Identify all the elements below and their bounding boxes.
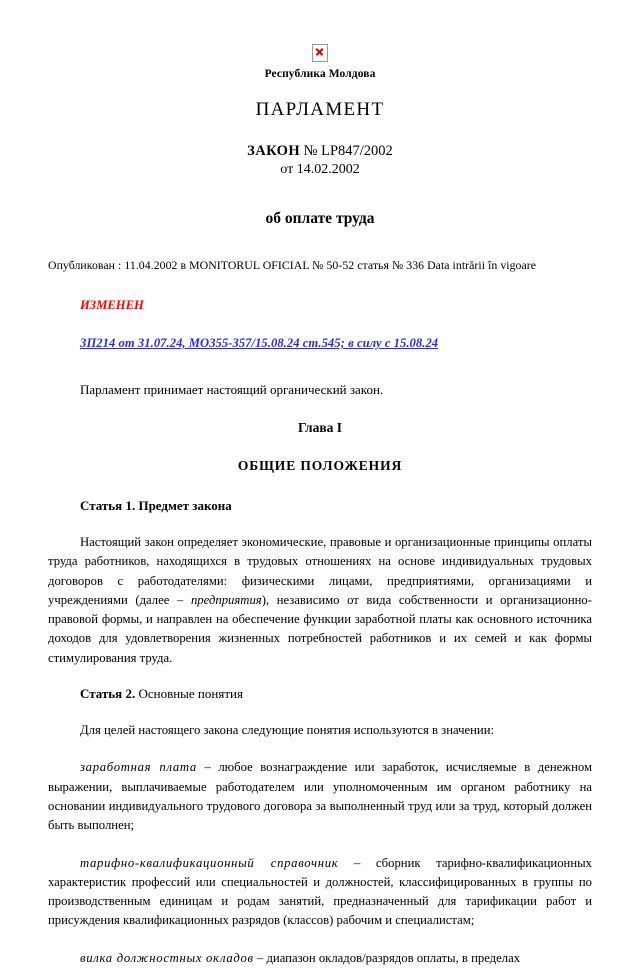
article-2-heading [80, 686, 592, 702]
republic-heading: Республика Молдова [264, 68, 376, 80]
definition-item [48, 854, 592, 931]
parliament-heading: ПАРЛАМЕНТ [255, 99, 385, 120]
definition-text: – диапазон окладов/разрядов оплаты, в пределах [253, 950, 521, 965]
article-2-lead-text: Для целей настоящего закона следующие понятия используются в значении: [80, 723, 495, 738]
definition-term: заработная плата [80, 760, 197, 775]
chapter-number: Глава I [297, 420, 343, 435]
chapter-name: ОБЩИЕ ПОЛОЖЕНИЯ [237, 458, 403, 473]
article-1-paragraph [48, 533, 592, 668]
publication-line: Опубликован : 11.04.2002 в MONITORUL OFICIAL № 50-52 статья № 336 Data intrării în vigoare [48, 258, 537, 272]
definition-item [48, 949, 592, 968]
article-2-number: Статья 2. [80, 686, 136, 702]
law-label: ЗАКОН [247, 143, 301, 159]
law-date: от 14.02.2002 [280, 162, 360, 177]
law-number: № LP847/2002 [303, 143, 393, 159]
amendment-link-row [48, 334, 592, 352]
document-title: об оплате труда [265, 210, 375, 227]
amended-status-label: ИЗМЕНЕН [80, 298, 144, 312]
definition-item [48, 758, 592, 835]
article-2-title: Основные понятия [135, 686, 243, 702]
law-number-line [48, 143, 592, 160]
article-2-lead [48, 721, 592, 740]
article-1-text-a: Настоящий закон определяет экономические, правовые и организационные принципы оплаты труда работников, находящихся в трудовых отношениях на основе индивидуальных трудовых договоров с работодателями: физическими лицами, предприятиями, организациями и учреждениями (далее – [48, 535, 592, 607]
definition-term: тарифно-квалификационный справочник [80, 855, 339, 870]
definition-text: – любое вознаграждение или заработок, исчисляемые в денежном выражении, выплачиваемые работодателем или уполномоченным им органом работнику на основании индивидуального трудового договора за выполненный труд или за труд, который должен быть выполнен; [48, 760, 592, 833]
emblem-container [48, 44, 592, 62]
intro-paragraph: Парламент принимает настоящий органический закон. [80, 382, 384, 397]
article-1-heading: Статья 1. Предмет закона [80, 498, 232, 513]
definition-text: – сборник тарифно-квалификационных характеристик профессий или специальностей и должностей, классифицированных в группы по производственным единицам и родам занятий, предназначенный для тарификации работ и присуждения квалификационных разрядов (классов) рабочим и специалистам; [48, 855, 592, 928]
article-1-text-b: ), независимо от вида собственности и организационно-правовой формы, и направлен на обеспечение функции заработной платы как основного источника доходов для удовлетворения жизненных потребностей работников и их семей и как формы стимулирования труда. [48, 592, 592, 665]
definition-term: вилка должностных окладов [80, 950, 254, 965]
amendment-link[interactable]: ЗП214 от 31.07.24, МО355-357/15.08.24 ст.545; в силу с 15.08.24 [80, 336, 439, 350]
broken-image-icon [312, 44, 328, 62]
article-1-term-enterprises: предприятия [190, 592, 262, 607]
